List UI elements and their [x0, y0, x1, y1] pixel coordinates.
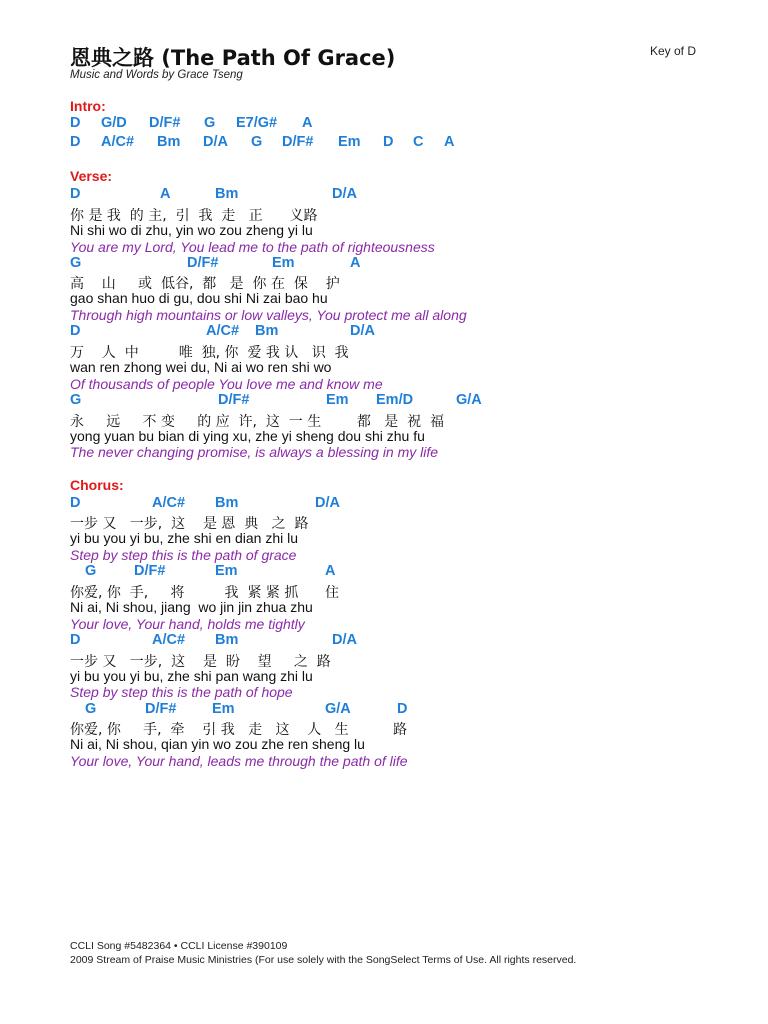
chord: G [70, 392, 82, 408]
lyric-chinese: 你 是 我 的 主, 引 我 走 正 义路 [70, 208, 318, 224]
chord-line [70, 255, 690, 272]
chord: D/A [315, 495, 340, 511]
chord: D [397, 701, 408, 717]
chord: D [70, 632, 81, 648]
lyric-chinese: 一步 又 一步, 这 是 恩 典 之 路 [70, 516, 309, 532]
chord: D/A [203, 134, 228, 150]
lyric-chinese: 你爱, 你 手, 将 我 紧 紧 抓 住 [70, 585, 340, 601]
chord: D [70, 134, 81, 150]
chord-line [70, 134, 690, 151]
chord: A/C# [152, 495, 186, 511]
chord: Bm [255, 323, 279, 339]
chord: D [70, 186, 81, 202]
lyric-chinese: 高 山 或 低谷, 都 是 你 在 保 护 [70, 276, 340, 292]
song-title: 恩典之路 (The Path Of Grace) [70, 46, 396, 70]
chord: E7/G# [236, 115, 278, 131]
section-label-chorus: Chorus: [70, 477, 124, 493]
chord: Em [272, 255, 295, 271]
chord: G/D [101, 115, 127, 131]
chord: A [325, 563, 336, 579]
lyric-pinyin: Ni shi wo di zhu, yin wo zou zheng yi lu [70, 222, 313, 238]
chord: A/C# [152, 632, 186, 648]
ccli-info: CCLI Song #5482364 • CCLI License #390109 [70, 940, 288, 952]
lyric-chinese: 你爱, 你 手, 牵 引 我 走 这 人 生 路 [70, 722, 408, 738]
chord: C [413, 134, 424, 150]
chord: D/F# [218, 392, 250, 408]
chord: A [350, 255, 361, 271]
chord-line [70, 701, 690, 718]
lyric-translation: Through high mountains or low valleys, You protect me all along [70, 307, 467, 323]
lyric-pinyin: yi bu you yi bu, zhe shi en dian zhi lu [70, 530, 299, 546]
lyric-translation: The never changing promise, is always a blessing in my life [70, 444, 439, 460]
chord: D/A [332, 186, 357, 202]
lyric-translation: Your love, Your hand, leads me through the path of life [70, 753, 408, 769]
chord: G [251, 134, 263, 150]
chord: D/F# [134, 563, 166, 579]
lyric-translation: Step by step this is the path of hope [70, 684, 293, 700]
chord: D/F# [187, 255, 219, 271]
chord: Bm [215, 186, 239, 202]
lyric-translation: Of thousands of people You love me and know me [70, 376, 383, 392]
lyric-translation: Step by step this is the path of grace [70, 547, 297, 563]
chord: A/C# [101, 134, 135, 150]
chord: Em [215, 563, 238, 579]
chord: G [204, 115, 216, 131]
chord: Bm [157, 134, 181, 150]
chord: D [383, 134, 394, 150]
chord: Em/D [376, 392, 414, 408]
chord: Em [338, 134, 361, 150]
song-credits: Music and Words by Grace Tseng [70, 69, 243, 81]
chord: D [70, 323, 81, 339]
chord-line [70, 186, 690, 203]
song-key: Key of D [650, 44, 697, 58]
chord-line [70, 115, 690, 132]
lyric-pinyin: yong yuan bu bian di ying xu, zhe yi sheng dou shi zhu fu [70, 428, 425, 444]
chord: G [85, 701, 97, 717]
chord: D/F# [282, 134, 314, 150]
chord-line [70, 632, 690, 649]
chord: G/A [325, 701, 351, 717]
section-label-intro: Intro: [70, 98, 106, 114]
chord: A [302, 115, 313, 131]
chord: Em [326, 392, 349, 408]
chord: D/F# [149, 115, 181, 131]
lyric-pinyin: Ni ai, Ni shou, jiang wo jin jin zhua zhu [70, 599, 313, 615]
chord: Bm [215, 632, 239, 648]
chord: D [70, 115, 81, 131]
lyric-translation: Your love, Your hand, holds me tightly [70, 616, 305, 632]
lyric-translation: You are my Lord, You lead me to the path of righteousness [70, 239, 435, 255]
lyric-pinyin: gao shan huo di gu, dou shi Ni zai bao hu [70, 290, 328, 306]
chord-line [70, 495, 690, 512]
chord-line [70, 323, 690, 340]
chord: A [160, 186, 171, 202]
lyric-chinese: 万 人 中 唯 独, 你 爱 我 认 识 我 [70, 345, 349, 361]
lyric-pinyin: wan ren zhong wei du, Ni ai wo ren shi wo [70, 359, 332, 375]
chord: A [444, 134, 455, 150]
chord: Em [212, 701, 235, 717]
chord: A/C# [206, 323, 240, 339]
chord-line [70, 392, 690, 409]
copyright-notice: 2009 Stream of Praise Music Ministries (For use solely with the SongSelect Terms of Use. All rights reserved. [70, 954, 577, 966]
section-label-verse: Verse: [70, 168, 113, 184]
lyric-pinyin: Ni ai, Ni shou, qian yin wo zou zhe ren sheng lu [70, 736, 365, 752]
chord: D [70, 495, 81, 511]
chord: Bm [215, 495, 239, 511]
chord: D/A [332, 632, 357, 648]
lyric-chinese: 一步 又 一步, 这 是 盼 望 之 路 [70, 654, 331, 670]
lyric-pinyin: yi bu you yi bu, zhe shi pan wang zhi lu [70, 668, 313, 684]
chord: G [85, 563, 97, 579]
chord: D/A [350, 323, 375, 339]
lyric-chinese: 永 远 不 变 的 应 许, 这 一 生 都 是 祝 福 [70, 414, 445, 430]
chord-line [70, 563, 690, 580]
chord: G [70, 255, 82, 271]
chord: G/A [456, 392, 482, 408]
chord: D/F# [145, 701, 177, 717]
